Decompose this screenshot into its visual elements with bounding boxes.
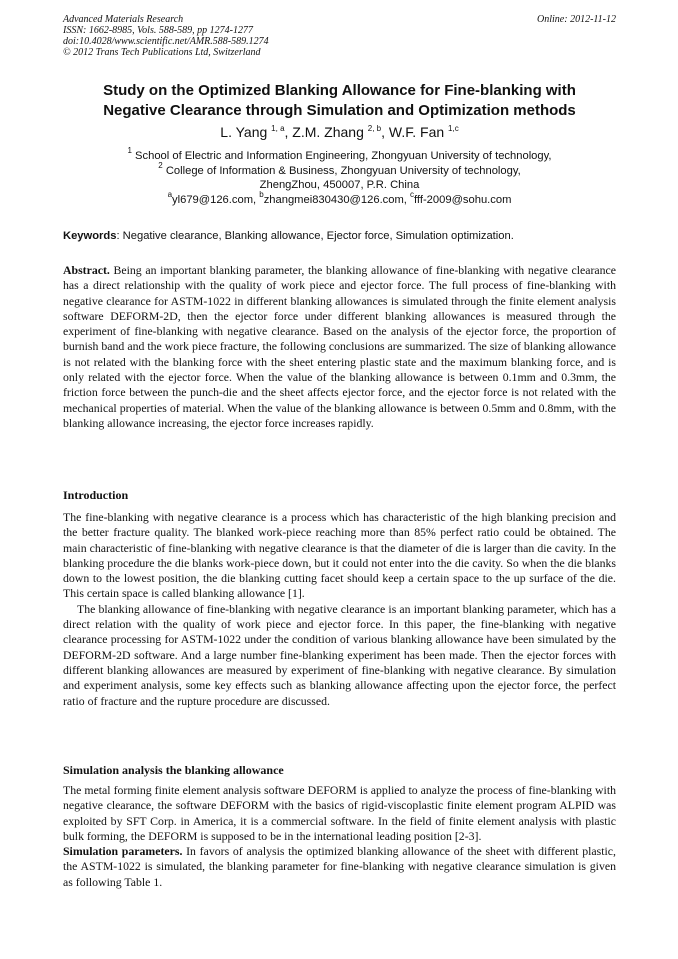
paper-title [63,81,616,121]
affiliation-sup: 1 [127,146,132,155]
author-name: W.F. Fan [388,124,445,140]
issn-line: ISSN: 1662-8985, Vols. 588-589, pp 1274-1277 [63,25,253,36]
copyright-line: © 2012 Trans Tech Publications Ltd, Switzerland [63,47,261,58]
intro-paragraph-1: The fine-blanking with negative clearance is a process which has characteristic of the high blanking precision and the better fracture quality. The blanked work-piece reaching more than 85% perfect ratio could be obtained. The main characteristic of fine-blanking with negative clearance is that the diameter of die is larger than die cavity. In the blanking procedure the die blanks work-piece down, but it could not enter into the die cavity. So when the die blanks down to the lowest position, the die blanking cutting facet should keep a certain space to the up surface of the die. This certain space is called blanking allowance [1]. [63,510,616,601]
introduction-body [63,510,616,709]
simulation-parameters-label: Simulation parameters. [63,844,183,859]
simulation-heading: Simulation analysis the blanking allowance [63,763,284,777]
simulation-paragraph-2 [63,844,616,890]
journal-name: Advanced Materials Research [63,14,184,25]
simulation-parameters-text: In favors of analysis the optimized blanking allowance of the sheet with different plastic, the ASTM-1022 is simulated, the blanking parameter for fine-blanking with negative clearance simulation is given as following Table 1. [63,844,616,889]
title-line-1: Study on the Optimized Blanking Allowance for Fine-blanking with [103,82,576,99]
abstract-text: Being an important blanking parameter, the blanking allowance of fine-blanking with negative clearance has a direct relationship with the quality of work piece and ejector force. The full process of fine-blanking with negative clearance for ASTM-1022 in different blanking allowances is simulated through the finite element analysis software DEFORM-2D, then the ejector force under different blanking allowances is measured through the experiment of fine-blanking with negative clearance. Based on the analysis of the ejector force, the proportion of burnish band and the work piece fracture, the following conclusions are summarized. The size of blanking allowance is not related with the blanking force with the sheet entering plastic state and the maximum blanking force, and is only related with the ejector force. When the value of the blanking allowance is between 0.1mm and 0.3mm, the friction force between the punch-die and the sheet affects ejector force, and the ejector force is not related with the mechanical properties of material. When the value of the blanking allowance is between 0.5mm and 0.8mm, with the blanking allowance increasing, the ejector force increases rapidly. [63,263,616,430]
journal-header [63,14,616,58]
affiliation-city: ZhengZhou, 450007, P.R. China [259,179,420,192]
simulation-paragraph-1: The metal forming finite element analysis software DEFORM is applied to analyze the process of fine-blanking with negative clearance, the software DEFORM with the basics of rigid-viscoplastic finite element program ALPID was exploited by SFT Corp. in America, it is a commercial software. In the field of finite element analysis with plastic bulk forming, the DEFORM is supposed to be in the international leading position [2-3]. [63,783,616,843]
email-sup: b [259,189,264,199]
email-sup: a [167,189,173,199]
abstract-paragraph [63,263,616,431]
author-name: Z.M. Zhang [292,124,364,140]
keywords [63,229,616,243]
author-sup: 2, b [367,124,382,133]
affiliations [63,146,616,207]
author-sep: , [284,124,293,140]
keywords-label: Keywords [63,230,117,242]
keywords-text: : Negative clearance, Blanking allowance, Ejector force, Simulation optimization. [116,230,514,242]
title-line-2: Negative Clearance through Simulation and Optimization methods [103,102,576,119]
author-sup: 1,c [448,124,459,133]
author-list [63,123,616,141]
author-sup: 1, a [271,124,285,133]
introduction-heading: Introduction [63,488,129,502]
abstract-label: Abstract. [63,263,110,277]
abstract [63,263,616,431]
author-sep: , [381,124,389,140]
email-a: yl679@126.com, [172,193,260,206]
email-line [63,189,616,208]
affiliation-1 [63,146,616,164]
simulation-body [63,783,616,890]
email-b: zhangmei830430@126.com, [263,193,411,206]
affiliation-text: School of Electric and Information Engineering, Zhongyuan University of technology, [135,150,552,162]
author-name: L. Yang [220,124,268,140]
online-date: Online: 2012-11-12 [537,14,616,25]
affiliation-text: College of Information & Business, Zhongyuan University of technology, [165,164,521,177]
affiliation-sup: 2 [158,160,163,170]
email-c: fff-2009@sohu.com [414,193,512,206]
intro-paragraph-2: The blanking allowance of fine-blanking with negative clearance is an important blanking parameter, which has a direct relation with the quality of work piece and ejector force. In this paper, the fine-blanking with negative clearance processing for ASTM-1022 under the condition of various blanking allowance have been simulated by the DEFORM-2D software. And a large number fine-blanking experiment has been made. Then the ejector forces with different blanking allowances are measured by experiment of fine-blanking with negative clearance. By simulation and experiment analysis, some key effects such as blanking allowance affecting upon the ejector force, the perfect ratio of fracture and the rupture procedure are discussed. [63,601,616,708]
doi-line: doi:10.4028/www.scientific.net/AMR.588-589.1274 [63,36,269,47]
email-sup: c [410,189,415,199]
affiliation-2 [63,160,616,179]
